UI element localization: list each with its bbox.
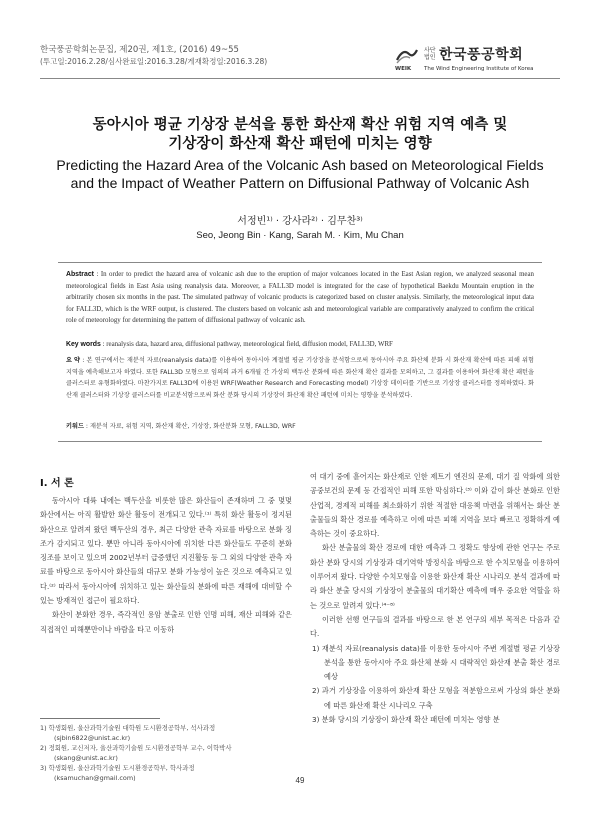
footnote-divider <box>40 718 160 719</box>
received-dates: (투고일:2016.2.28/심사완료일:2016.3.28/게재확정일:2016.3.28) <box>40 57 268 66</box>
korean-keywords-text: : 재분석 자료, 위험 지역, 화산재 확산, 기상장, 화산분화 모형, FALL3D, WRF <box>85 423 296 430</box>
abstract-text: : In order to predict the hazard area of volcanic ash due to the eruption of major volcanoes located in the East Asian region, we analyzed seasonal mean meteorological fields in East Asia using reanalysis data. Moreover, a FALL3D model is integrated for the case of hypothetical Baekdu Mountain eruption in the arbitrarily chosen six months in the past. The simulated pathway of volcanic products is categorized based on cluster analysis. Similarly, the meteorological input data for FALL3D, which is the WRF output, is clustered. The clusters based on volcanic ash and meteorological variable are comparatively analyzed to confirm the critical role of meteorology for determining the pattern of diffusional pathway of volcanic ash. <box>66 271 534 325</box>
abstract-box <box>58 262 542 442</box>
korean-title <box>40 116 560 154</box>
intro-paragraph-1: 동아시아 대륙 내에는 백두산을 비롯한 많은 화산들이 존재하며 그 중 몇몇 화산에서는 아직 활발한 화산 활동이 전개되고 있다.⁽¹⁾ 특히 화산 활동이 정지된 화산으로 알려져 왔던 백두산의 경우, 최근 다양한 관측 자료를 바탕으로 분화 징조가 감지되고 있다. 뿐만 아니라 동아시아에 위치한 다른 화산들도 꾸준히 분화 징조를 보이고 있으며 2002년부터 급증했던 지진활동 등 그 외의 다양한 관측 자료를 바탕으로 동아시아 화산들의 대규모 분화 가능성이 높은 것으로 예측되고 있다.⁽²⁾ 따라서 동아시아에 위치하고 있는 화산들의 분화에 따른 재해에 대비할 수 있는 방재적인 접근이 필요하다. <box>40 496 292 606</box>
footnote-3-email: (ksamuchan@gmail.com) <box>54 773 136 782</box>
journal-citation: 한국풍공학회논문집, 제20권, 제1호, (2016) 49~55 <box>40 45 239 55</box>
keywords-text: : reanalysis data, hazard area, diffusional pathway, meteorological field, diffusion model, FALL3D, WRF <box>102 341 393 348</box>
english-title <box>40 156 560 192</box>
korean-authors: 서정빈¹⁾ · 강사라²⁾ · 김무찬³⁾ <box>237 216 363 227</box>
right-column <box>310 470 560 727</box>
english-title-line1: Predicting the Hazard Area of the Volcanic Ash based on Meteorological Fields <box>56 157 544 173</box>
left-column <box>40 470 292 637</box>
footnote-1 <box>40 724 292 744</box>
korean-title-line2: 기상장이 화산재 확산 패턴에 미치는 영향 <box>168 136 432 152</box>
footnote-2 <box>40 744 292 764</box>
english-authors: Seo, Jeong Bin · Kang, Sarah M. · Kim, Mu Chan <box>196 230 404 241</box>
footnote-3-text: 3) 학생회원, 울산과학기술원 도시환경공학부, 학사과정 <box>40 763 195 772</box>
objective-item-1: 1) 재분석 자료(reanalysis data)를 이용한 동아시아 주변 계절별 평균 기상장 분석을 통한 동아시아 주요 화산체 분화 시 대략적인 화산재 분출 확산 경로 예상 <box>312 643 560 682</box>
footnote-2-text: 2) 정회원, 교신저자, 울산과학기술원 도시환경공학부 교수, 이학박사 <box>40 743 232 752</box>
section-heading-introduction: I. 서 론 <box>40 478 74 489</box>
logo-korean-name: 한국풍공학회 <box>439 47 524 63</box>
english-abstract <box>66 269 534 327</box>
intro-paragraph-5: 이러한 선행 연구들의 결과를 바탕으로 한 본 연구의 세부 목적은 다음과 같다. <box>310 614 560 639</box>
korean-keywords <box>66 421 534 433</box>
english-title-line2: and the Impact of Weather Pattern on Diffusional Pathway of Volcanic Ash <box>70 175 530 191</box>
korean-title-line1: 동아시아 평균 기상장 분석을 통한 화산재 확산 위험 지역 예측 및 <box>92 117 508 133</box>
header-divider <box>40 78 560 79</box>
logo-english-name: The Wind Engineering Institute of Korea <box>424 66 534 72</box>
abstract-label: Abstract <box>66 271 94 278</box>
english-keywords <box>66 339 534 351</box>
weik-logo-icon <box>395 46 419 64</box>
logo-abbreviation: WEIK <box>395 66 412 72</box>
keywords-label: Key words <box>66 341 101 348</box>
objective-item-2: 2) 과거 기상장을 이용하여 화산재 확산 모형을 적분함으로써 가상의 화산 분화에 따른 화산재 확산 시나리오 구축 <box>312 686 560 710</box>
logo-established-label: 사단 법인 <box>424 47 436 61</box>
korean-abstract <box>66 355 534 401</box>
korean-abstract-text: : 본 연구에서는 재분석 자료(reanalysis data)를 이용하여 동아시아 계절별 평균 기상장을 분석함으로써 동아시아 주요 화산체 분화 시 화산재 확산에 따른 피해 위험 지역을 예측해보고자 하였다. 또한 FALL3D 모형으로 임의의 과거 6개월 간 가상의 백두산 분화에 따른 화산재 확산 결과를 모의하고, 그 결과를 이용하여 화산재 확산 패턴을 클러스터로 유형화하였다. 마찬가지로 FALL3D에 이용된 WRF(Weather Research and Forecasting model) 기상장 데이터를 기반으로 기상장 클러스터를 정의하였다. 화산재 클러스터와 기상장 클러스터를 비교분석함으로써 화산 분화 당시의 기상장이 화산재 확산 패턴에 미치는 영향을 분석하였다. <box>66 357 534 399</box>
society-logo <box>395 44 560 76</box>
footnote-2-email: (skang@unist.ac.kr) <box>54 753 118 762</box>
footnote-1-email: (sjbin6822@unist.ac.kr) <box>54 733 131 742</box>
korean-keywords-label: 키워드 <box>66 423 84 430</box>
intro-paragraph-2: 화산이 분화한 경우, 즉각적인 용암 분출로 인한 인명 피해, 재산 피해와 같은 직접적인 피해뿐만이나 바람을 타고 이동하 <box>40 610 292 634</box>
intro-paragraph-4: 화산 분출물의 확산 경로에 대한 예측과 그 정확도 향상에 관한 연구는 주로 화산 분화 당시의 기상장과 대기역학 방정식을 바탕으로 한 수치모형을 이용하여 이루어져 왔다. 다양한 수치모형을 이용한 화산재 확산 시나리오 분석 결과에 따라 화산 분출 당시의 기상장이 분출물의 대기확산 예측에 매우 중요한 역할을 하는 것으로 알려져 있다.⁽⁴⁻⁸⁾ <box>310 543 560 610</box>
footnote-1-text: 1) 학생회원, 울산과학기술원 대학원 도시환경공학부, 석사과정 <box>40 724 216 732</box>
objective-item-3: 3) 분화 당시의 기상장이 화산재 확산 패턴에 미치는 영향 분 <box>312 715 500 725</box>
page-number: 49 <box>295 776 305 785</box>
korean-abstract-label: 요 약 <box>66 357 80 364</box>
intro-paragraph-3: 여 대기 중에 흩어지는 화산재로 인한 제트기 엔진의 문제, 대기 질 악화에 의한 공중보건의 문제 등 간접적인 피해 또한 막심하다.⁽³⁾ 이와 같이 화산 분화로 인한 산업적, 경제적 피해를 최소화하기 위한 적절한 대응책 마련을 위해서는 화산 분출물들의 확산 경로를 예측하고 이에 따른 피해 지역을 보다 빠르고 정확하게 예측하는 것이 중요하다. <box>310 472 560 539</box>
footnotes <box>40 724 292 783</box>
